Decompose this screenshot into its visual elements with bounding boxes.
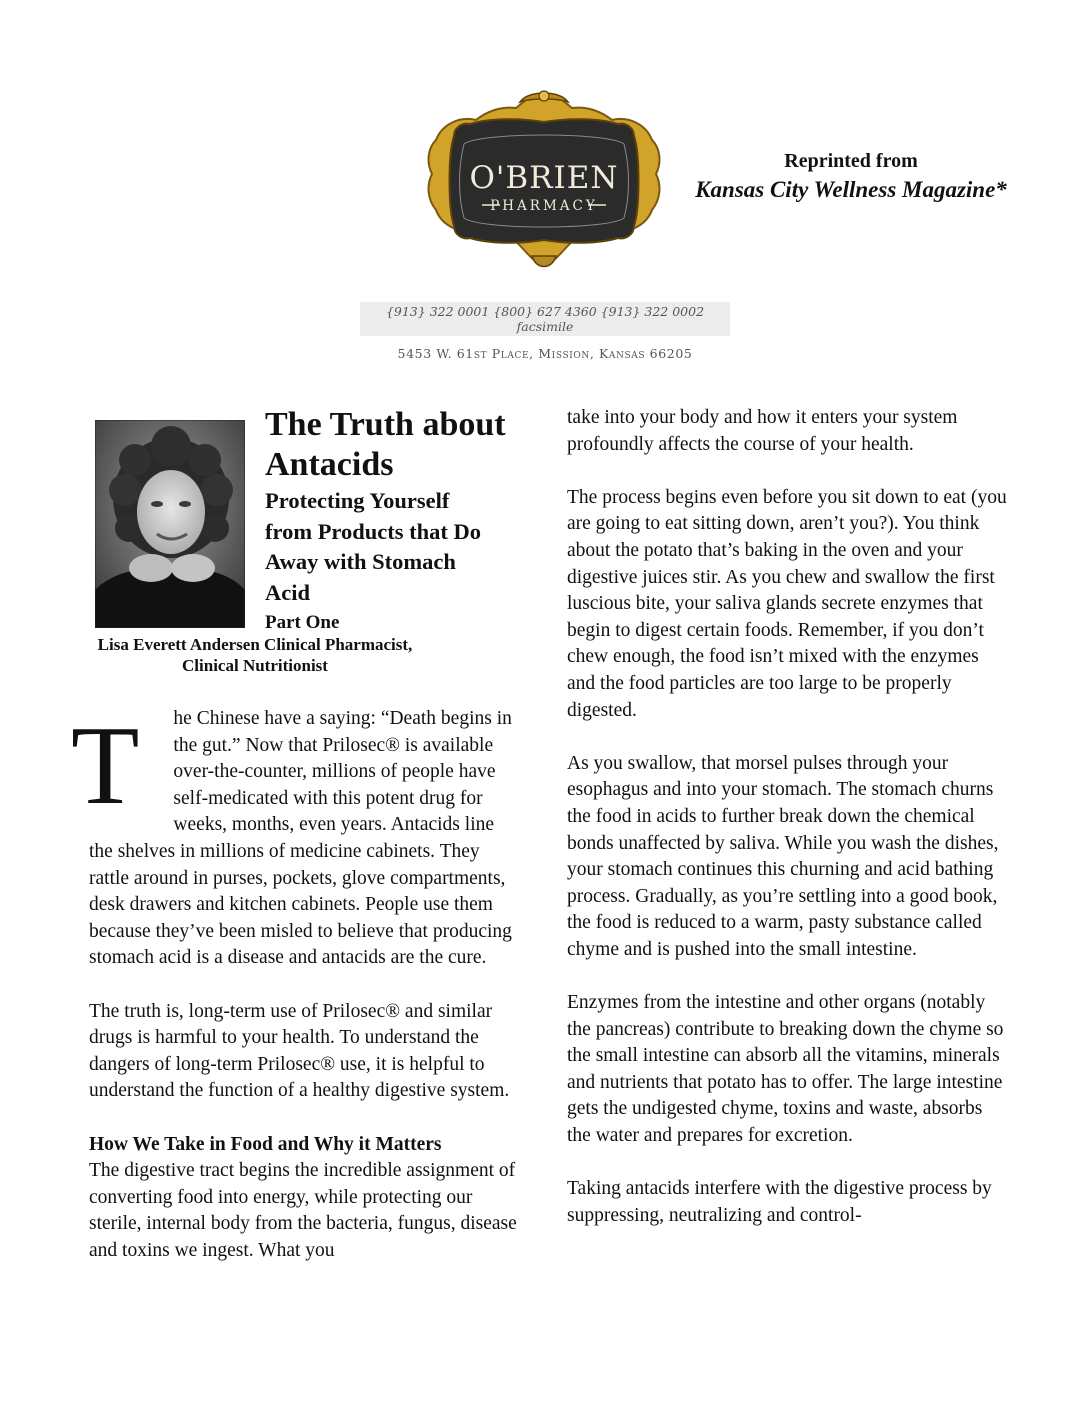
article-column-right: [567, 405, 1007, 1229]
byline-line-1: Lisa Everett Andersen Clinical Pharmacist,: [97, 635, 413, 654]
paragraph: he Chinese have a saying: “Death begins in the gut.” Now that Prilosec® is available over-the-counter, millions of people have self-medicated with this potent drug for weeks, months, even years. Antacids line the shelves in millions of medicine cabinets. They rattle around in purses, pockets, glove compartments, desk drawers and kitchen cabinets. People use them because they’ve been misled to believe that producing stomach acid is a disease and antacids are the cure.: [89, 708, 512, 969]
paragraph: take into your body and how it enters your system profoundly affects the course of your health.: [567, 407, 958, 455]
logo-name: O'BRIEN: [469, 160, 619, 196]
article-title-line-2: Antacids: [265, 446, 394, 483]
article-column-left: [71, 704, 521, 1264]
byline-line-2: Clinical Nutritionist: [182, 656, 328, 675]
article-subtitle-line-4: Acid: [265, 579, 310, 605]
paragraph: The truth is, long-term use of Prilosec® and similar drugs is harmful to your health. To understand the dangers of long-term Prilosec® use, it is helpful to understand the function of a healthy digestive system.: [89, 1000, 510, 1102]
article-subtitle-line-2: from Products that Do: [265, 518, 482, 544]
article-title-line-1: The Truth about: [265, 406, 506, 443]
logo-subtitle: PHARMACY: [490, 198, 598, 214]
paragraph: As you swallow, that morsel pulses through your esophagus and into your stomach. The stomach churns the food in acids to further break down the chemical bonds unaffected by saliva. While you wash the dishes, your stomach continues this churning and acid bathing process. Gradually, as you’re settling into a good book, the food is reduced to a warm, pasty substance called chyme and is pushed into the small intestine.: [567, 752, 999, 960]
article-heading: [265, 405, 550, 636]
contact-info: [360, 302, 730, 361]
paragraph: The digestive tract begins the incredible assignment of converting food into energy, while protecting our sterile, internal body from the bacteria, fungus, disease and toxins we ingest. What you: [89, 1160, 517, 1261]
author-byline: [60, 634, 450, 676]
pharmacy-logo: [420, 88, 668, 274]
article-part: Part One: [265, 612, 340, 633]
author-photo: [95, 420, 245, 628]
reprint-source: Kansas City Wellness Magazine*: [695, 177, 1007, 202]
drop-cap: T: [71, 704, 140, 828]
paragraph: Enzymes from the intestine and other organs (notably the pancreas) contribute to breaking down the chyme so the small intestine can absorb all the vitamins, minerals and nutrients that potato has to offer. The large intestine gets the undigested chyme, toxins and waste, absorbs the water and prepares for excretion.: [567, 992, 1004, 1147]
phone-numbers: {913} 322 0001 {800} 627 4360 {913} 322 0002 facsimile: [360, 302, 730, 336]
reprint-label: Reprinted from: [784, 150, 918, 172]
article-subtitle-line-1: Protecting Yourself: [265, 488, 450, 513]
article-subtitle-line-3: Away with Stomach: [265, 549, 456, 574]
section-subhead: How We Take in Food and Why it Matters: [89, 1133, 442, 1155]
reprint-notice: [676, 150, 1026, 203]
address: 5453 W. 61st Place, Mission, Kansas 66205: [397, 346, 693, 361]
paragraph: The process begins even before you sit down to eat (you are going to eat sitting down, aren’t you?). You think about the potato that’s baking in the oven and your digestive juices stir. As you chew and swallow the first luscious bite, your saliva glands secrete enzymes that begin to digest certain foods. Remember, if you don’t chew enough, the food isn’t mixed with the enzymes and the food particles are too large to be properly digested.: [567, 486, 1007, 721]
paragraph: Taking antacids interfere with the digestive process by suppressing, neutralizing and control-: [567, 1178, 992, 1226]
